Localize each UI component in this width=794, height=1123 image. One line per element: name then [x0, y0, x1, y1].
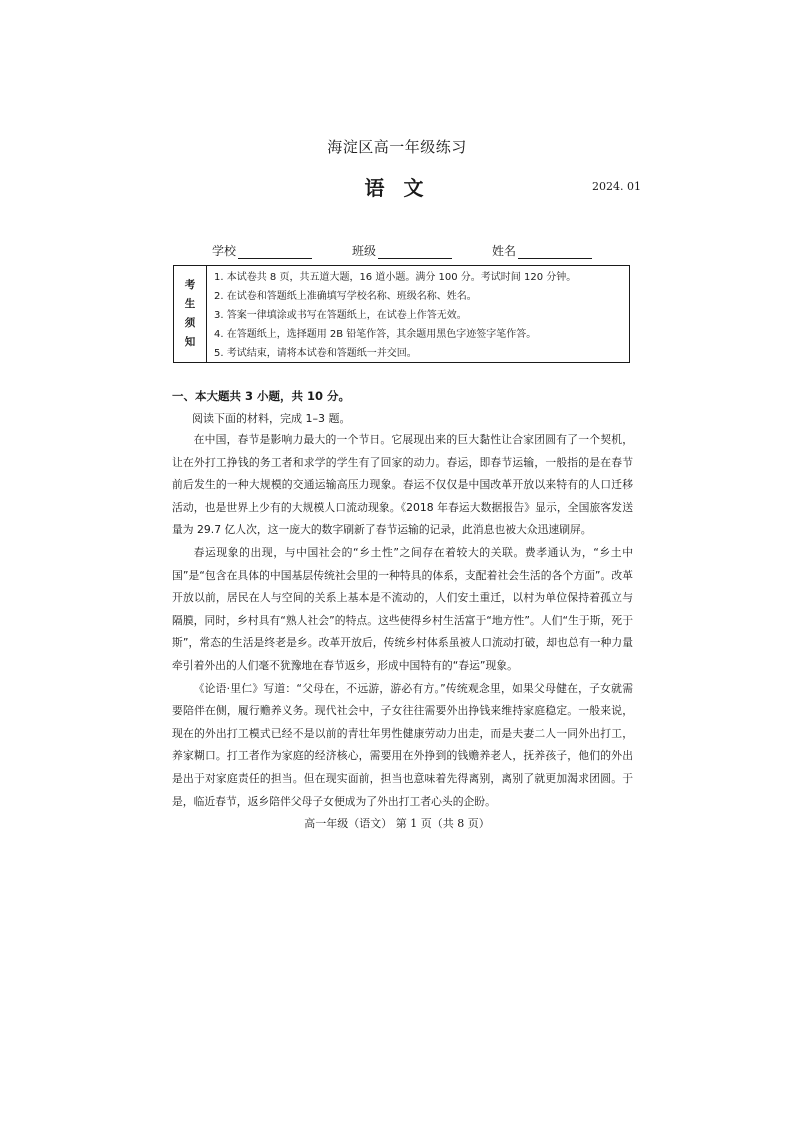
- class-label: 班级: [352, 244, 377, 258]
- notice-list: [207, 266, 629, 362]
- notice-item: 4. 在答题纸上，选择题用 2B 铅笔作答，其余题用黑色字迹签字笔作答。: [214, 329, 537, 340]
- name-label: 姓名: [492, 244, 517, 258]
- school-label: 学校: [212, 244, 237, 258]
- class-blank[interactable]: [378, 246, 452, 259]
- notice-label-char: 考: [184, 279, 196, 291]
- school-field[interactable]: [212, 242, 312, 259]
- reading-passage: [172, 429, 633, 813]
- class-field[interactable]: [352, 242, 452, 259]
- section-heading: 一、本大题共 3 小题，共 10 分。: [172, 389, 351, 403]
- school-blank[interactable]: [238, 246, 312, 259]
- notice-label-char: 生: [184, 298, 196, 310]
- passage-paragraph: 在中国，春节是影响力最大的一个节日。它展现出来的巨大黏性让合家团圆有了一个契机，让在外打工挣钱的务工者和求学的学生有了回家的动力。春运，即春节运输，一般指的是在春节前后发生的一种大规模的交通运输高压力现象。春运不仅仅是中国改革开放以来特有的人口迁移活动，也是世界上少有的大规模人口流动现象。《2018 年春运大数据报告》显示，全国旅客发送量为 29.7 亿人次，这一庞大的数字刷新了春节运输的记录，此消息也被大众迅速刷屏。: [172, 433, 633, 537]
- subject-title: 语 文: [364, 176, 430, 200]
- exam-date: 2024. 01: [592, 180, 641, 193]
- notice-item: 1. 本试卷共 8 页，共五道大题，16 道小题。满分 100 分。考试时间 120 分钟。: [214, 272, 577, 283]
- notice-label-char: 须: [184, 317, 196, 329]
- page-footer: 高一年级（语文） 第 1 页（共 8 页）: [304, 817, 490, 830]
- notice-label-char: 知: [184, 336, 196, 348]
- notice-item: 3. 答案一律填涂或书写在答题纸上，在试卷上作答无效。: [214, 310, 467, 321]
- page-title: 海淀区高一年级练习: [327, 138, 467, 156]
- notice-item: 5. 考试结束，请将本试卷和答题纸一并交回。: [214, 348, 417, 359]
- name-field[interactable]: [492, 242, 592, 259]
- passage-paragraph: 春运现象的出现，与中国社会的“乡土性”之间存在着较大的关联。费孝通认为，“乡土中国”是“包含在具体的中国基层传统社会里的一种特具的体系，支配着社会生活的各个方面”。改革开放以前，居民在人与空间的关系上基本是不流动的，人们安土重迁，以村为单位保持着孤立与隔膜，同时，乡村具有“熟人社会”的特点。这些使得乡村生活富于“地方性”。人们“生于斯，死于斯”，常态的生活是终老是乡。改革开放后，传统乡村体系虽被人口流动打破，却也总有一种力量牵引着外出的人们毫不犹豫地在春节返乡，形成中国特有的“春运”现象。: [172, 545, 633, 672]
- notice-label: [174, 266, 207, 362]
- name-blank[interactable]: [518, 246, 592, 259]
- passage-paragraph: 《论语·里仁》写道：“父母在，不远游，游必有方。”传统观念里，如果父母健在，子女就需要陪伴在侧，履行赡养义务。现代社会中，子女往往需要外出挣钱来维持家庭稳定。一般来说，现在的外出打工模式已经不是以前的青壮年男性健康劳动力出走，而是夫妻二人一同外出打工，养家糊口。打工者作为家庭的经济核心，需要用在外挣到的钱赡养老人，抚养孩子，他们的外出是出于对家庭责任的担当。但在现实面前，担当也意味着先得离别，离别了就更加渴求团圆。于是，临近春节，返乡陪伴父母子女便成为了外出打工者心头的企盼。: [172, 681, 633, 808]
- reading-instruction: 阅读下面的材料，完成 1–3 题。: [192, 412, 351, 425]
- notice-item: 2. 在试卷和答题纸上准确填写学校名称、班级名称、姓名。: [214, 291, 477, 302]
- candidate-notice-box: [173, 265, 630, 363]
